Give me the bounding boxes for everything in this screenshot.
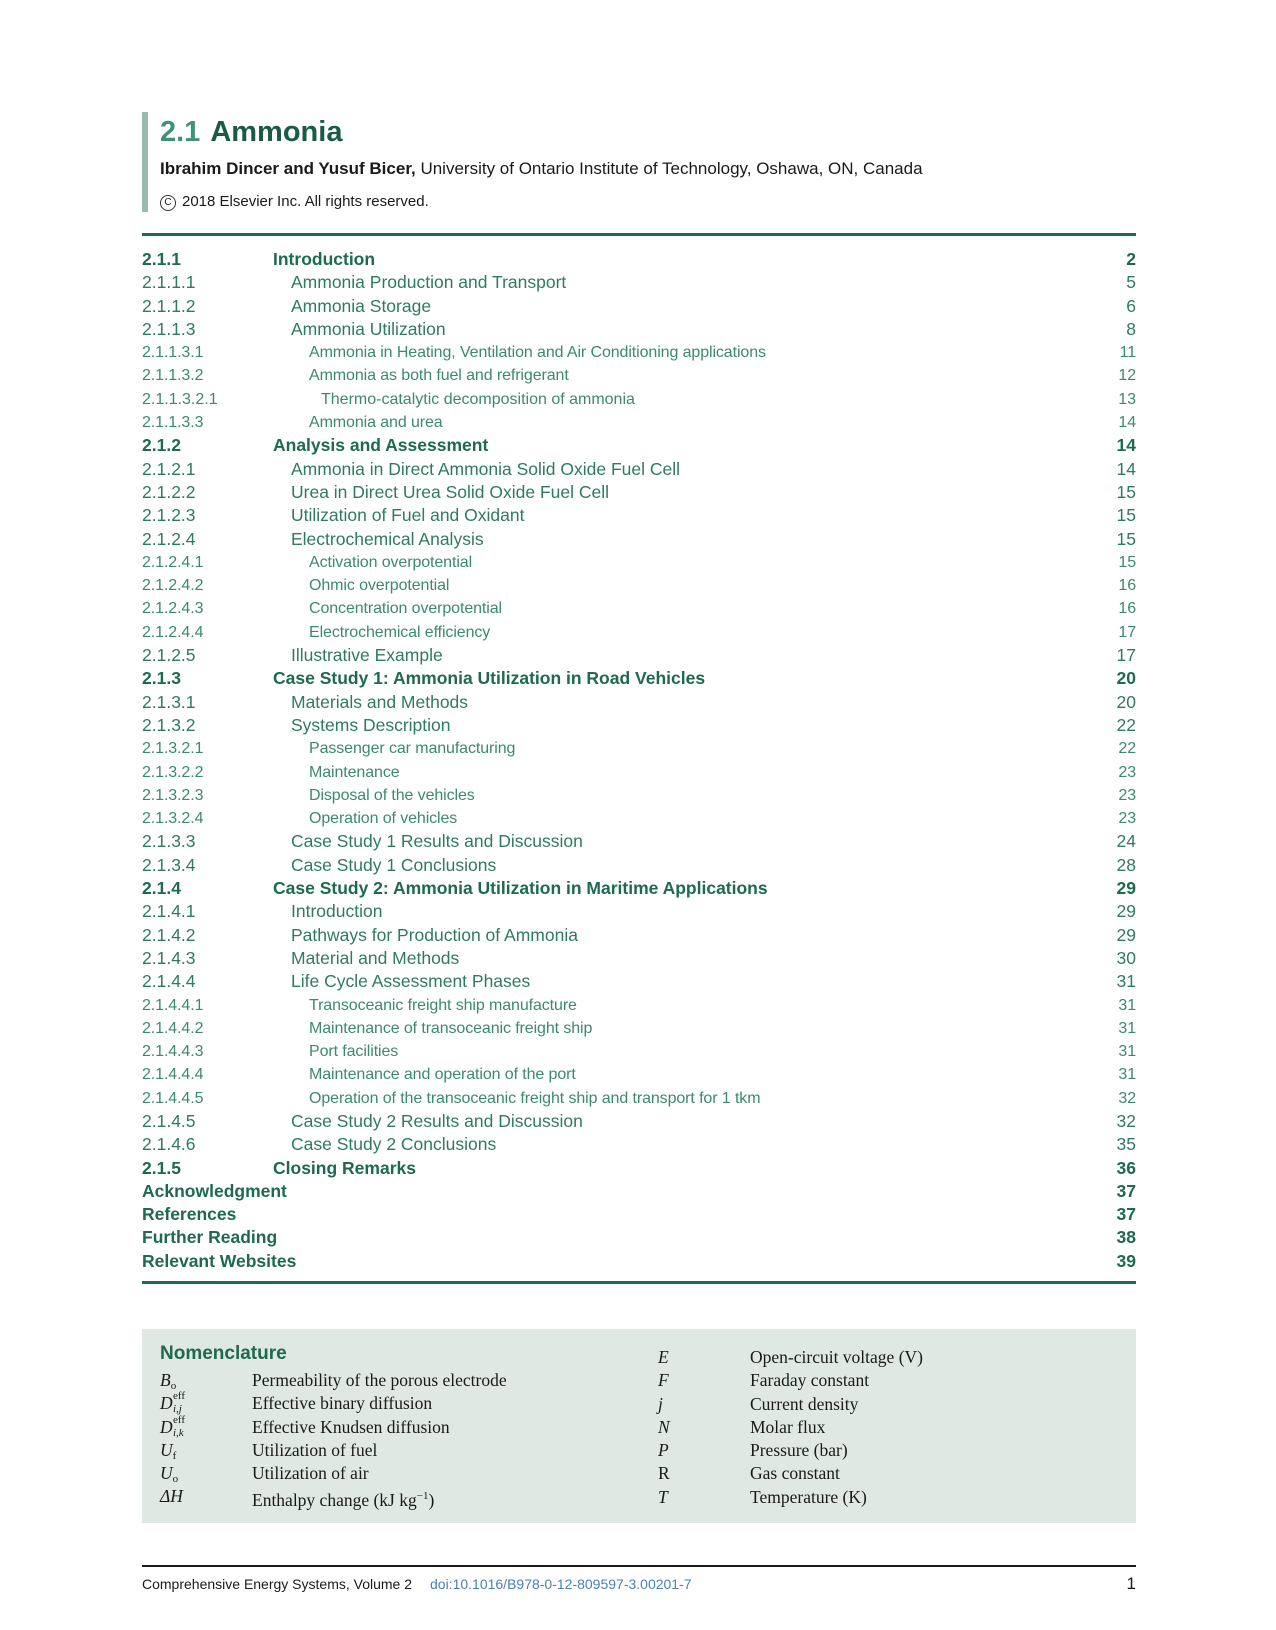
toc-section-number: 2.1.2.5	[142, 645, 196, 666]
toc-title[interactable]: Analysis and Assessment	[273, 435, 489, 456]
toc-title[interactable]: Disposal of the vehicles	[309, 786, 475, 804]
nomenclature-description	[252, 1439, 377, 1462]
toc-entry[interactable]	[142, 597, 1136, 620]
toc-section-number: 2.1.2.3	[142, 505, 196, 526]
nomenclature-description	[252, 1392, 432, 1415]
chapter-number: 2.1	[160, 116, 201, 148]
toc-page-number: 16	[1118, 600, 1136, 618]
page-number: 1	[1126, 1574, 1136, 1593]
toc-title[interactable]: Ammonia Utilization	[291, 318, 446, 339]
nomenclature-description	[252, 1369, 507, 1392]
toc-section-number: 2.1.2.4.3	[142, 600, 204, 618]
toc-page-number: 32	[1116, 1110, 1136, 1131]
toc-title[interactable]: Activation overpotential	[309, 553, 473, 571]
toc-entry[interactable]	[142, 807, 1136, 830]
toc-section-number: 2.1.2.2	[142, 481, 196, 502]
toc-title[interactable]: Operation of the transoceanic freight ship and transport for 1 tkm	[309, 1089, 761, 1107]
description-text: Utilization of fuel	[252, 1439, 378, 1460]
toc-entry[interactable]	[142, 621, 1136, 644]
toc-page-number: 31	[1118, 1066, 1136, 1084]
toc-entry[interactable]	[142, 947, 1136, 970]
description-text: Enthalpy change (kJ kg	[252, 1490, 417, 1511]
toc-entry[interactable]	[142, 1017, 1136, 1040]
toc-title[interactable]: Operation of vehicles	[309, 810, 458, 828]
toc-page-number: 15	[1116, 481, 1136, 502]
affiliation: University of Ontario Institute of Technology, Oshawa, ON, Canada	[420, 159, 923, 178]
toc-section-number: 2.1.5	[142, 1157, 181, 1178]
toc-title[interactable]: Life Cycle Assessment Phases	[291, 971, 531, 992]
toc-title[interactable]: Systems Description	[291, 714, 451, 735]
toc-page-number: 17	[1116, 645, 1136, 666]
toc-page-number: 29	[1116, 924, 1136, 945]
toc-page-number: 32	[1118, 1089, 1136, 1107]
nomenclature-row	[160, 1462, 640, 1485]
copyright-line	[160, 192, 1136, 212]
toc-entry[interactable]	[142, 714, 1136, 737]
toc-section-number: 2.1.1.2	[142, 295, 196, 316]
toc-section-number: 2.1.4.2	[142, 924, 196, 945]
nomenclature-description	[252, 1416, 450, 1439]
toc-title[interactable]: Case Study 2: Ammonia Utilization in Maritime Applications	[273, 878, 768, 899]
toc-page-number: 28	[1116, 854, 1136, 875]
toc-page-number: 5	[1126, 272, 1136, 293]
nomenclature-description: Temperature (K)	[750, 1486, 867, 1507]
toc-page-number: 31	[1118, 996, 1136, 1014]
toc-entry[interactable]	[142, 737, 1136, 760]
toc-entry[interactable]	[142, 551, 1136, 574]
toc-section-number: 2.1.3.3	[142, 831, 196, 852]
symbol-subscript: o	[170, 1380, 177, 1392]
toc-page-number: 15	[1116, 505, 1136, 526]
toc-page-number: 23	[1118, 786, 1136, 804]
toc-page-number: 31	[1118, 1019, 1136, 1037]
toc-page-number: 14	[1116, 458, 1136, 479]
toc-entry[interactable]	[142, 644, 1136, 667]
description-text: Utilization of air	[252, 1463, 369, 1484]
toc-section-number: 2.1.3	[142, 668, 181, 689]
nomenclature-symbol: N	[658, 1416, 670, 1437]
toc-page-number: 11	[1119, 344, 1136, 362]
toc-page-number: 8	[1126, 318, 1136, 339]
toc-section-number: 2.1.2.4.1	[142, 553, 204, 571]
nomenclature-row	[658, 1346, 1138, 1369]
toc-title[interactable]: Electrochemical efficiency	[309, 623, 491, 641]
toc-section-number: 2.1.4.4.3	[142, 1043, 204, 1061]
toc-title[interactable]: Maintenance	[309, 763, 400, 781]
nomenclature-description	[252, 1485, 434, 1512]
toc-title[interactable]: Illustrative Example	[291, 645, 443, 666]
toc-entry[interactable]	[142, 761, 1136, 784]
symbol-base: D	[160, 1393, 173, 1414]
toc-section-number: 2.1.4.5	[142, 1110, 196, 1131]
toc-section-number: 2.1.1.1	[142, 272, 196, 293]
toc-title[interactable]: Ammonia in Heating, Ventilation and Air Conditioning applications	[309, 344, 766, 362]
toc-section-number: 2.1.4.4.2	[142, 1019, 204, 1037]
toc-entry[interactable]	[142, 1040, 1136, 1063]
toc-section-number: 2.1.4	[142, 878, 181, 899]
description-text: Effective Knudsen diffusion	[252, 1416, 450, 1437]
toc-section-number: 2.1.4.4.5	[142, 1089, 204, 1107]
toc-section-number: 2.1.3.2.3	[142, 786, 204, 804]
footer-rule	[142, 1565, 1136, 1567]
nomenclature-symbol: j	[658, 1393, 663, 1414]
toc-page-number: 14	[1118, 414, 1136, 432]
book-title: Comprehensive Energy Systems, Volume 2	[142, 1576, 413, 1592]
toc-page-number: 31	[1116, 971, 1136, 992]
chapter-header	[142, 112, 1136, 212]
toc-page-number: 31	[1118, 1043, 1136, 1061]
toc-title[interactable]: Ohmic overpotential	[309, 577, 450, 595]
toc-section-number: 2.1.1.3	[142, 318, 196, 339]
toc-title[interactable]: Thermo-catalytic decomposition of ammonia	[321, 390, 635, 408]
toc-page-number: 17	[1118, 623, 1136, 641]
nomenclature-row	[160, 1413, 640, 1439]
toc-top-rule	[142, 233, 1136, 236]
nomenclature-right-column	[658, 1346, 1138, 1509]
toc-title[interactable]: Maintenance of transoceanic freight ship	[309, 1019, 593, 1037]
toc-page-number: 2	[1126, 249, 1136, 269]
toc-entry[interactable]	[142, 574, 1136, 597]
toc-title[interactable]: Pathways for Production of Ammonia	[291, 924, 578, 945]
symbol-subscript: i,j	[173, 1403, 182, 1416]
toc-page-number: 6	[1126, 295, 1136, 316]
nomenclature-row	[658, 1439, 1138, 1462]
toc-title[interactable]: Case Study 1 Conclusions	[291, 854, 497, 875]
toc-entry[interactable]	[142, 994, 1136, 1017]
symbol-subscript: o	[172, 1473, 179, 1486]
nomenclature-symbol: E	[658, 1347, 669, 1367]
toc-entry[interactable]	[142, 1133, 1136, 1156]
toc-section-number: 2.1.2	[142, 435, 181, 456]
symbol-superscript: eff	[173, 1390, 186, 1403]
toc-section-number: 2.1.3.1	[142, 691, 196, 712]
toc-entry[interactable]	[142, 411, 1136, 434]
nomenclature-left-column	[160, 1369, 640, 1509]
toc-title[interactable]: Ammonia Storage	[291, 295, 432, 316]
toc-entry[interactable]	[142, 1110, 1136, 1133]
toc-section-number: 2.1.3.2.1	[142, 740, 204, 758]
toc-title[interactable]: Port facilities	[309, 1043, 399, 1061]
toc-title[interactable]: Ammonia and urea	[309, 414, 443, 432]
toc-entry[interactable]	[142, 691, 1136, 714]
toc-entry[interactable]	[142, 1250, 1136, 1273]
toc-page-number: 24	[1116, 831, 1136, 852]
nomenclature-box	[142, 1329, 1136, 1523]
nomenclature-row	[160, 1485, 640, 1511]
toc-page-number: 20	[1116, 668, 1136, 689]
toc-page-number: 35	[1116, 1134, 1136, 1155]
toc-section-number: 2.1.1.3.2	[142, 367, 204, 385]
toc-entry[interactable]	[142, 900, 1136, 923]
toc-page-number: 14	[1116, 435, 1136, 456]
nomenclature-row	[658, 1416, 1138, 1439]
description-end: )	[428, 1490, 435, 1511]
nomenclature-row	[658, 1393, 1138, 1416]
toc-entry[interactable]	[142, 667, 1136, 690]
toc-section-number: 2.1.4.6	[142, 1134, 196, 1155]
toc-title[interactable]: Maintenance and operation of the port	[309, 1066, 576, 1084]
toc-entry[interactable]	[142, 504, 1136, 527]
nomenclature-row	[658, 1369, 1138, 1392]
toc-entry[interactable]	[142, 854, 1136, 877]
toc-entry[interactable]	[142, 388, 1136, 411]
toc-section-number: Relevant Websites	[142, 1250, 297, 1271]
toc-title[interactable]: Material and Methods	[291, 947, 460, 968]
toc-page-number: 22	[1118, 740, 1136, 758]
toc-entry[interactable]	[142, 364, 1136, 387]
nomenclature-symbol	[160, 1485, 183, 1508]
toc-page-number: 15	[1116, 528, 1136, 549]
toc-section-number: 2.1.3.4	[142, 854, 196, 875]
description-text: Effective binary diffusion	[252, 1393, 433, 1414]
toc-page-number: 16	[1118, 577, 1136, 595]
toc-section-number: 2.1.1.3.2.1	[142, 390, 218, 408]
nomenclature-row	[658, 1486, 1138, 1509]
nomenclature-symbol: P	[658, 1440, 669, 1461]
toc-section-number: 2.1.1.3.1	[142, 344, 204, 362]
symbol-subscript: f	[172, 1449, 177, 1462]
nomenclature-description: Molar flux	[750, 1416, 826, 1437]
symbol-base: D	[160, 1416, 173, 1437]
symbol-base: B	[160, 1370, 171, 1390]
symbol-base: U	[160, 1463, 173, 1484]
symbol-base: U	[160, 1439, 173, 1460]
symbol-base: ΔH	[160, 1486, 183, 1507]
toc-section-number: 2.1.1	[142, 249, 181, 269]
nomenclature-symbol	[160, 1413, 186, 1439]
toc-entry[interactable]	[142, 1203, 1136, 1226]
nomenclature-row	[160, 1369, 640, 1392]
nomenclature-symbol: T	[658, 1486, 668, 1507]
toc-title[interactable]: Introduction	[291, 901, 383, 922]
toc-page-number: 29	[1116, 901, 1136, 922]
toc-title[interactable]: Electrochemical Analysis	[291, 528, 484, 549]
description-text: Permeability of the porous electrode	[252, 1370, 507, 1390]
toc-section-number: 2.1.2.4.2	[142, 577, 204, 595]
toc-page-number: 20	[1116, 691, 1136, 712]
description-superscript: −1	[416, 1490, 429, 1503]
toc-title[interactable]: Case Study 1: Ammonia Utilization in Road Vehicles	[273, 668, 706, 689]
toc-title[interactable]: Case Study 2 Results and Discussion	[291, 1110, 583, 1131]
toc-section-number: 2.1.4.4	[142, 971, 196, 992]
toc-section-number: 2.1.1.3.3	[142, 414, 204, 432]
toc-page-number: 15	[1118, 553, 1136, 571]
nomenclature-symbol: F	[658, 1370, 669, 1391]
toc-entry[interactable]	[142, 1063, 1136, 1086]
doi-link[interactable]: doi:10.1016/B978-0-12-809597-3.00201-7	[430, 1576, 692, 1592]
table-of-contents	[142, 248, 1136, 1273]
toc-page-number: 39	[1116, 1250, 1136, 1271]
toc-entry[interactable]	[142, 295, 1136, 318]
toc-section-number: 2.1.3.2.4	[142, 810, 204, 828]
authors: Ibrahim Dincer and Yusuf Bicer,	[160, 159, 416, 178]
toc-page-number: 37	[1116, 1204, 1136, 1225]
nomenclature-title: Nomenclature	[160, 1343, 287, 1364]
symbol-superscript: eff	[173, 1413, 186, 1426]
toc-entry[interactable]	[142, 830, 1136, 853]
toc-section-number: 2.1.2.1	[142, 458, 196, 479]
nomenclature-description: Current density	[750, 1393, 859, 1414]
toc-entry[interactable]	[142, 318, 1136, 341]
toc-section-number: 2.1.4.4.1	[142, 996, 204, 1014]
chapter-title-text: Ammonia	[210, 116, 343, 148]
toc-page-number: 29	[1116, 878, 1136, 899]
toc-entry[interactable]	[142, 877, 1136, 900]
toc-section-number: 2.1.2.4	[142, 528, 196, 549]
toc-title[interactable]: Ammonia as both fuel and refrigerant	[309, 367, 569, 385]
toc-section-number: 2.1.4.4.4	[142, 1066, 204, 1084]
nomenclature-description: Gas constant	[750, 1463, 840, 1484]
author-line	[160, 158, 1136, 180]
toc-section-number: Acknowledgment	[142, 1180, 287, 1201]
nomenclature-description: Open-circuit voltage (V)	[750, 1347, 923, 1367]
toc-section-number: 2.1.4.1	[142, 901, 196, 922]
toc-title[interactable]: Utilization of Fuel and Oxidant	[291, 505, 525, 526]
toc-entry[interactable]	[142, 1087, 1136, 1110]
toc-page-number: 36	[1116, 1157, 1136, 1178]
symbol-subscript: i,k	[173, 1426, 184, 1439]
toc-entry[interactable]	[142, 248, 1136, 271]
toc-title[interactable]: Materials and Methods	[291, 691, 469, 712]
toc-entry[interactable]	[142, 924, 1136, 947]
chapter-title	[160, 114, 1136, 150]
toc-section-number: Further Reading	[142, 1227, 278, 1248]
nomenclature-row	[160, 1392, 640, 1415]
nomenclature-description: Pressure (bar)	[750, 1440, 848, 1461]
nomenclature-row	[160, 1439, 640, 1462]
copyright-text: 2018 Elsevier Inc. All rights reserved.	[182, 193, 429, 210]
toc-section-number: 2.1.3.2	[142, 714, 196, 735]
toc-title[interactable]: Introduction	[273, 249, 376, 269]
toc-title[interactable]: Case Study 2 Conclusions	[291, 1134, 497, 1155]
toc-page-number: 30	[1116, 947, 1136, 968]
toc-entry[interactable]	[142, 271, 1136, 294]
toc-section-number: 2.1.4.3	[142, 947, 196, 968]
toc-page-number: 22	[1116, 714, 1136, 735]
toc-bottom-rule	[142, 1281, 1136, 1284]
toc-entry[interactable]	[142, 528, 1136, 551]
toc-page-number: 12	[1118, 367, 1136, 385]
toc-entry[interactable]	[142, 458, 1136, 481]
toc-entry[interactable]	[142, 970, 1136, 993]
toc-page-number: 23	[1118, 763, 1136, 781]
toc-page-number: 38	[1116, 1227, 1136, 1248]
toc-title[interactable]: Ammonia in Direct Ammonia Solid Oxide Fuel Cell	[291, 458, 681, 479]
toc-section-number: 2.1.2.4.4	[142, 623, 204, 641]
toc-entry[interactable]	[142, 481, 1136, 504]
nomenclature-description	[252, 1462, 369, 1485]
toc-entry[interactable]	[142, 434, 1136, 457]
toc-title[interactable]: Ammonia Production and Transport	[291, 272, 567, 293]
toc-entry[interactable]	[142, 341, 1136, 364]
toc-entry[interactable]	[142, 1180, 1136, 1203]
toc-entry[interactable]	[142, 1157, 1136, 1180]
toc-entry[interactable]	[142, 1226, 1136, 1249]
nomenclature-symbol: R	[658, 1463, 670, 1484]
toc-title[interactable]: Concentration overpotential	[309, 600, 502, 618]
toc-section-number: 2.1.3.2.2	[142, 763, 204, 781]
toc-title[interactable]: Closing Remarks	[273, 1157, 416, 1178]
footer	[142, 1572, 1136, 1596]
copyright-icon: C	[160, 195, 176, 211]
toc-entry[interactable]	[142, 784, 1136, 807]
toc-title[interactable]: Urea in Direct Urea Solid Oxide Fuel Cell	[291, 481, 610, 502]
nomenclature-description: Faraday constant	[750, 1370, 870, 1391]
toc-page-number: 37	[1116, 1180, 1136, 1201]
toc-page-number: 13	[1118, 390, 1136, 408]
toc-title[interactable]: Transoceanic freight ship manufacture	[309, 996, 577, 1014]
toc-title[interactable]: Passenger car manufacturing	[309, 740, 516, 758]
toc-title[interactable]: Case Study 1 Results and Discussion	[291, 831, 583, 852]
nomenclature-row	[658, 1462, 1138, 1485]
toc-section-number: References	[142, 1204, 237, 1225]
toc-page-number: 23	[1118, 810, 1136, 828]
